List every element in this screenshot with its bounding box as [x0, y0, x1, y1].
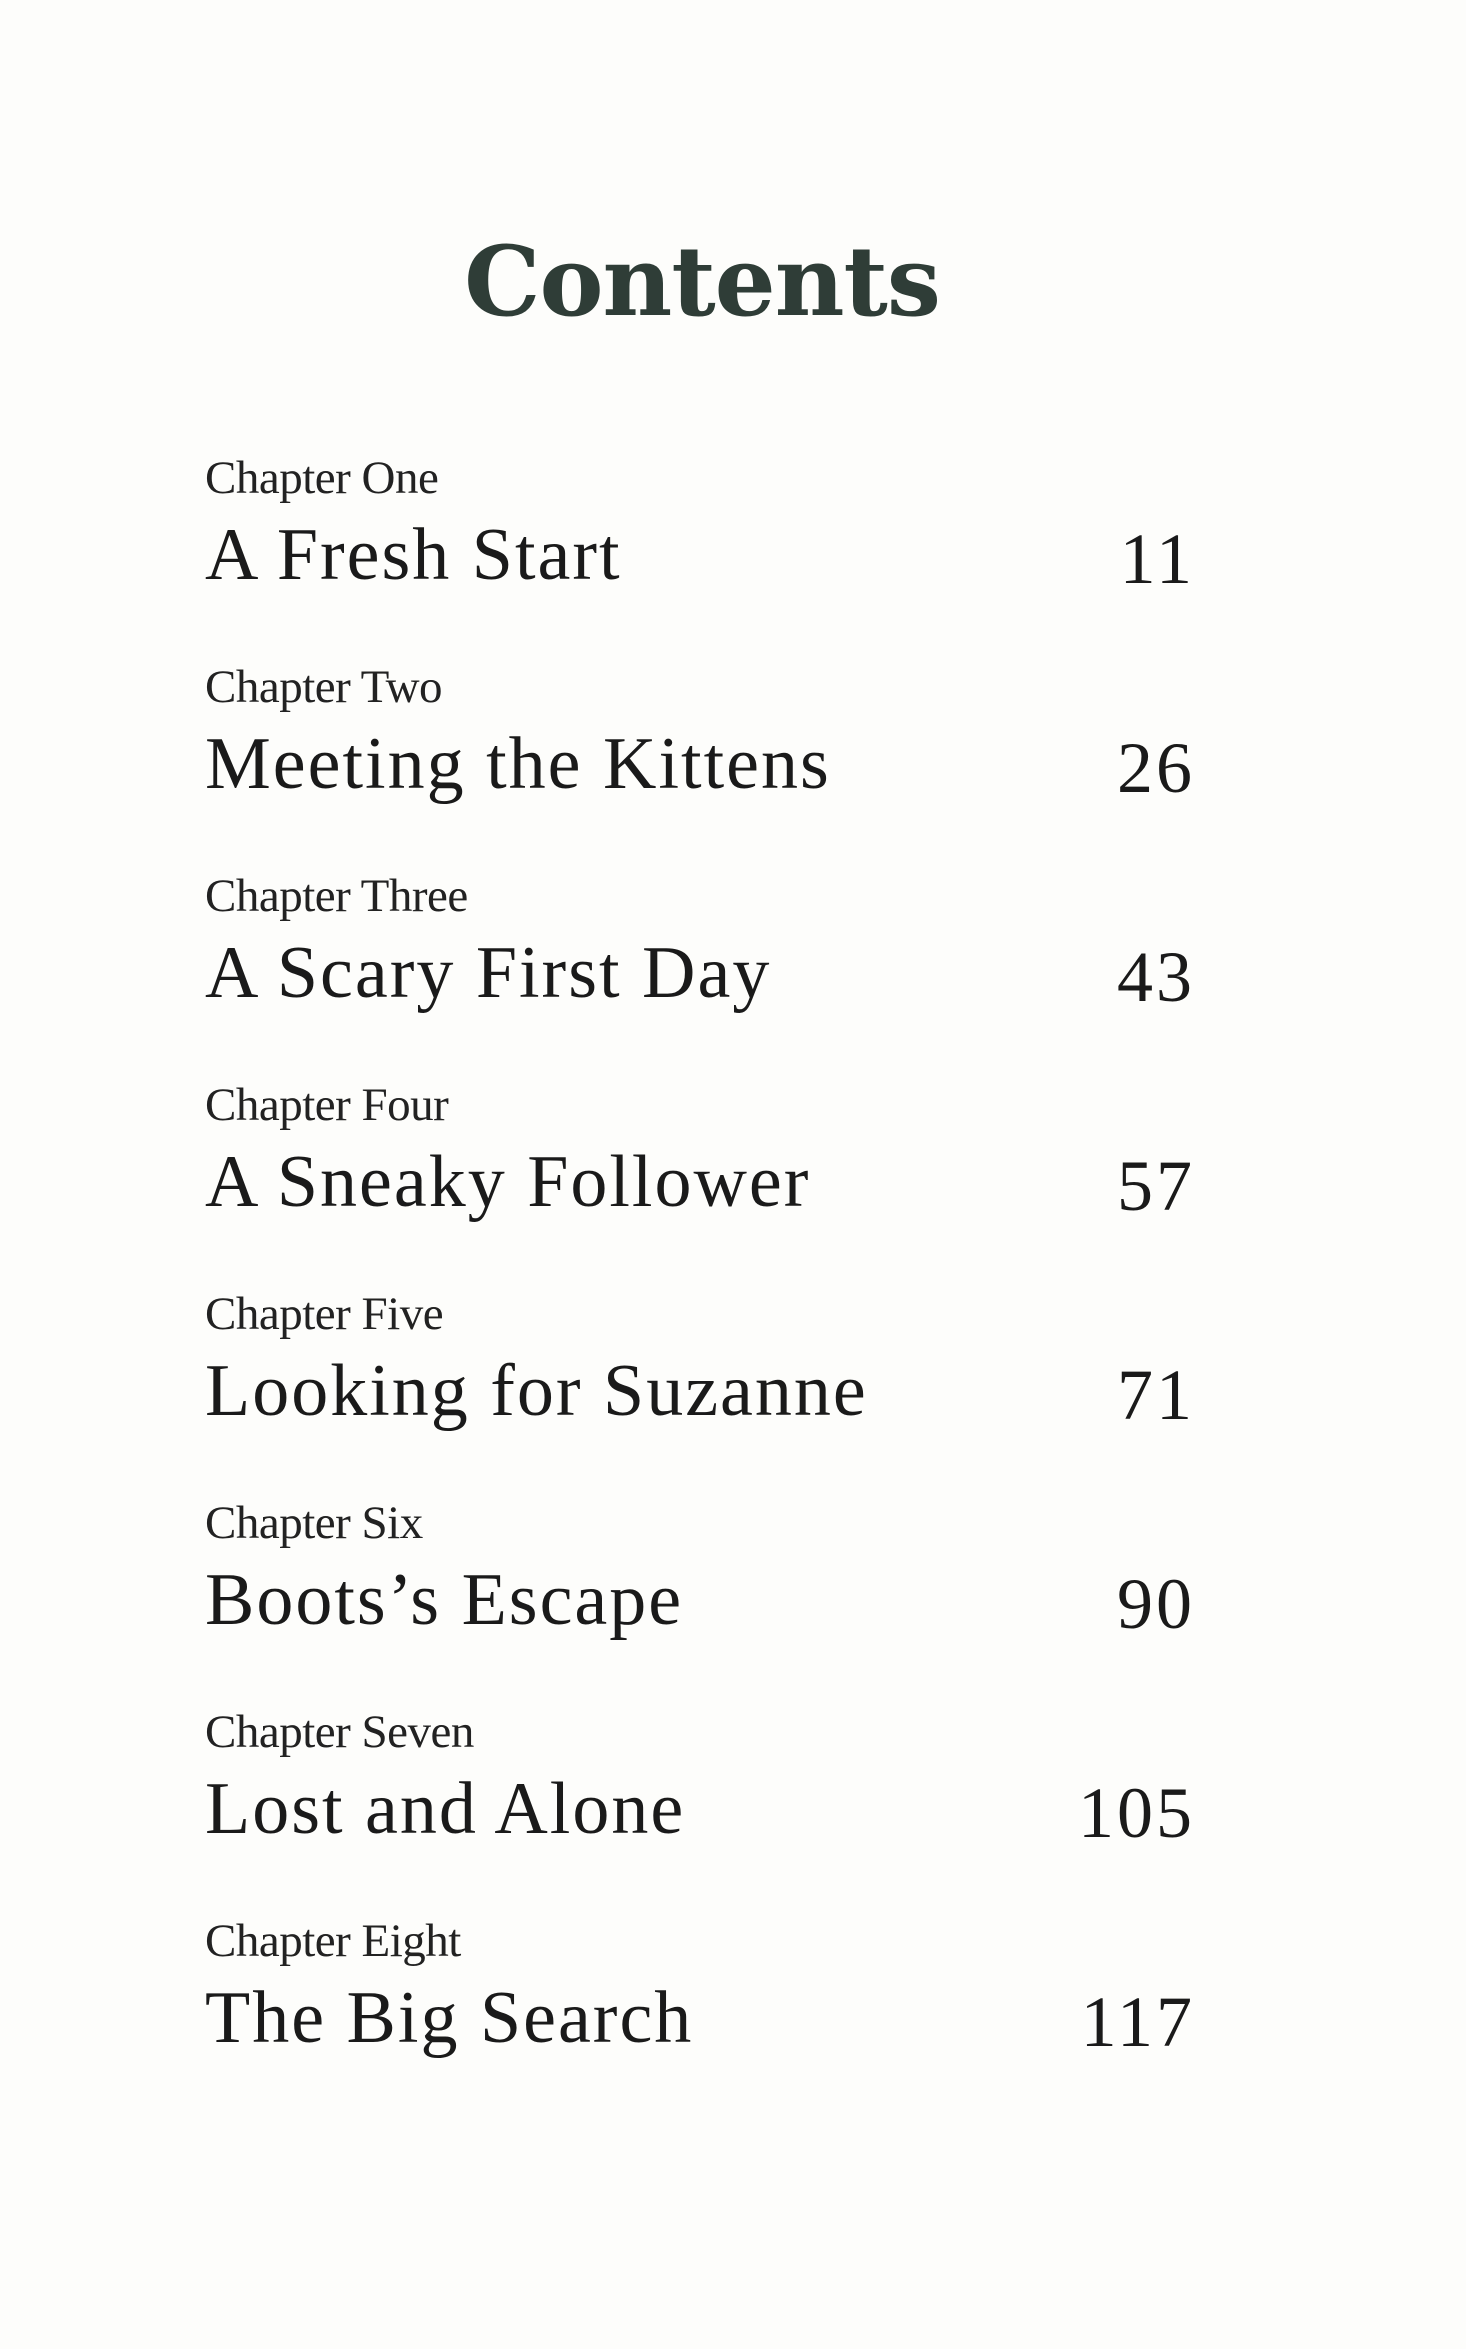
chapter-page-number: 43 [1117, 937, 1195, 1017]
chapter-page-number: 90 [1117, 1564, 1195, 1644]
chapter-title: Lost and Alone [205, 1768, 686, 1850]
chapter-page-number: 105 [1078, 1773, 1195, 1853]
chapter-label: Chapter Seven [205, 1706, 474, 1758]
chapter-title: A Fresh Start [205, 514, 622, 596]
chapter-label: Chapter Two [205, 661, 443, 713]
chapter-label: Chapter Five [205, 1288, 444, 1340]
toc-entry-chapter-one [205, 450, 1195, 659]
chapter-page-number: 71 [1117, 1355, 1195, 1435]
chapter-label: Chapter Eight [205, 1915, 461, 1967]
chapter-title: Looking for Suzanne [205, 1350, 868, 1432]
chapter-page-number: 26 [1117, 728, 1195, 808]
toc-entry-chapter-five [205, 1286, 1195, 1495]
chapter-label: Chapter One [205, 452, 439, 504]
toc-entry-chapter-two [205, 659, 1195, 868]
chapter-page-number: 11 [1119, 519, 1195, 599]
chapter-page-number: 57 [1117, 1146, 1195, 1226]
page-title: Contents [464, 225, 940, 338]
toc-entry-chapter-three [205, 868, 1195, 1077]
chapter-label: Chapter Three [205, 870, 468, 922]
chapter-page-number: 117 [1080, 1982, 1195, 2062]
chapter-title: Boots’s Escape [205, 1559, 684, 1641]
toc-entry-chapter-eight [205, 1913, 1195, 2122]
chapter-label: Chapter Four [205, 1079, 449, 1131]
chapter-label: Chapter Six [205, 1497, 423, 1549]
table-of-contents [205, 450, 1195, 2122]
chapter-title: The Big Search [205, 1977, 694, 2059]
chapter-title: A Sneaky Follower [205, 1141, 811, 1223]
chapter-title: A Scary First Day [205, 932, 772, 1014]
toc-entry-chapter-six [205, 1495, 1195, 1704]
toc-entry-chapter-seven [205, 1704, 1195, 1913]
toc-entry-chapter-four [205, 1077, 1195, 1286]
chapter-title: Meeting the Kittens [205, 723, 831, 805]
